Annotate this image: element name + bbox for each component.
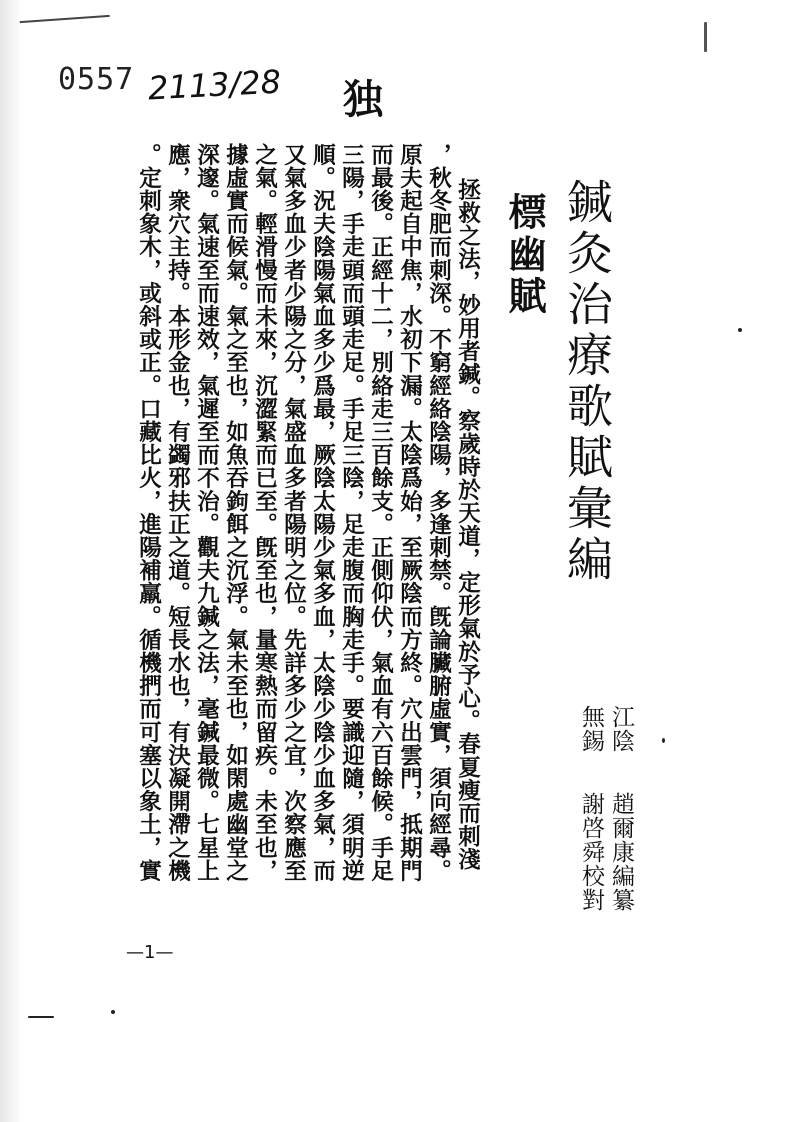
credit-place-jiangyin: 江陰: [608, 705, 634, 753]
text-column: 應，衆穴主持。本形金也，有蠲邪扶正之道。短長水也，有決凝開滯之機: [164, 143, 191, 883]
scan-corner-mark: [20, 15, 110, 31]
scan-speck: [111, 1010, 115, 1014]
scan-speck: [662, 738, 665, 743]
credit-editor: 趙爾康編纂: [608, 792, 634, 912]
text-column: 。定刺象木，或斜或正。口藏比火，進陽補羸。循機捫而可塞以象土，實: [135, 143, 162, 883]
ledger-character: 独: [343, 76, 383, 123]
text-column: 又氣多血少者少陽之分，氣盛血多者陽明之位。先詳多少之宜，次察應至: [280, 143, 307, 883]
page-number: —1—: [126, 942, 174, 963]
scan-shadow: [0, 0, 22, 1122]
catalog-number-stamp: 0557: [58, 62, 135, 97]
text-column: 而最後。正經十二，別絡走三百餘支。正側仰伏，氣血有六百餘候。手足: [367, 143, 394, 883]
section-title: 標幽賦: [502, 192, 547, 318]
text-column: ，秋冬肥而刺深。不窮經絡陰陽，多逢刺禁。旣論臟腑虛實，須向經尋。: [425, 143, 452, 883]
book-title: 鍼灸治療歌賦彙編: [560, 178, 614, 586]
scan-speck: [704, 22, 707, 52]
text-column: 深邃。氣速至而速效，氣遲至而不治。觀夫九鍼之法，毫鍼最微。七星上: [193, 143, 220, 883]
text-column: 之氣。輕滑慢而未來，沉澀緊而已至。旣至也，量寒熱而留疾。未至也，: [251, 143, 278, 883]
text-column: 順。況夫陰陽氣血多少爲最，厥陰太陽少氣多血，太陰少陰少血多氣，而: [309, 143, 336, 883]
scan-speck: [738, 328, 742, 332]
text-column: 原夫起自中焦，水初下漏。太陰爲始，至厥陰而方終。穴出雲門，抵期門: [396, 143, 423, 883]
handwritten-note: 2113/28: [147, 62, 282, 108]
credit-place-wuxi: 無錫: [578, 705, 604, 753]
text-column: 據虛實而候氣。氣之至也，如魚吞鉤餌之沉浮。氣未至也，如閑處幽堂之: [222, 143, 249, 883]
credit-proofreader: 謝啓舜校對: [578, 792, 604, 912]
text-column: 三陽，手走頭而頭走足。手足三陰，足走腹而胸走手。要識迎隨，須明逆: [338, 143, 365, 883]
text-column: 拯救之法，妙用者鍼。察歲時於天道，定形氣於予心。春夏瘦而刺淺: [454, 178, 481, 871]
scan-speck: [28, 1016, 54, 1018]
